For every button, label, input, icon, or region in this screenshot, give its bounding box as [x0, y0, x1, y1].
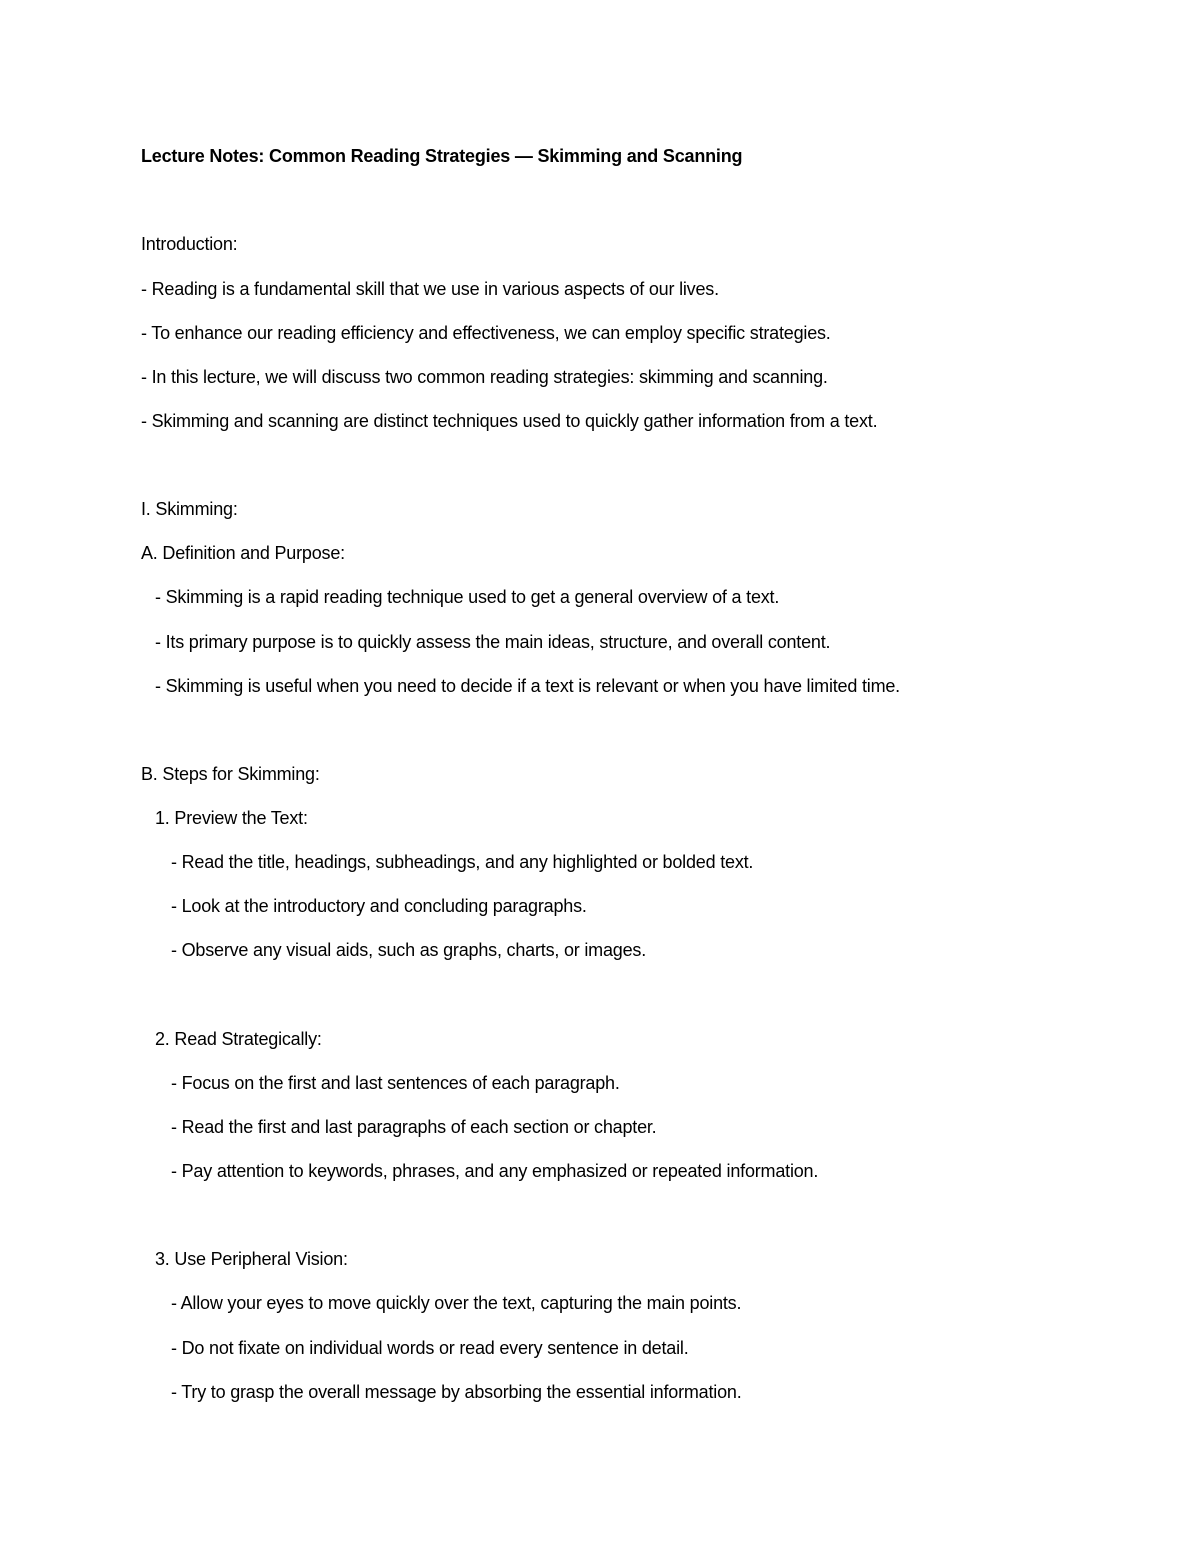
step-bullet: - Do not fixate on individual words or read every sentence in detail.	[171, 1338, 689, 1358]
document-title: Lecture Notes: Common Reading Strategies — Skimming and Scanning	[141, 146, 743, 166]
subsection-heading: B. Steps for Skimming:	[141, 764, 320, 784]
intro-heading: Introduction:	[141, 234, 238, 254]
definition-bullet: - Skimming is a rapid reading technique used to get a general overview of a text.	[155, 587, 780, 607]
definition-bullet: - Its primary purpose is to quickly assess the main ideas, structure, and overall content.	[155, 632, 831, 652]
step-heading: 2. Read Strategically:	[155, 1029, 322, 1049]
subsection-heading: A. Definition and Purpose:	[141, 543, 345, 563]
step-bullet: - Look at the introductory and concluding paragraphs.	[171, 896, 587, 916]
step-bullet: - Read the first and last paragraphs of each section or chapter.	[171, 1117, 657, 1137]
intro-bullet: - In this lecture, we will discuss two common reading strategies: skimming and scanning.	[141, 367, 828, 387]
intro-bullet: - Skimming and scanning are distinct techniques used to quickly gather information from a text.	[141, 411, 878, 431]
step-bullet: - Read the title, headings, subheadings, and any highlighted or bolded text.	[171, 852, 754, 872]
step-heading: 3. Use Peripheral Vision:	[155, 1249, 348, 1269]
intro-bullet: - Reading is a fundamental skill that we use in various aspects of our lives.	[141, 279, 719, 299]
intro-bullet: - To enhance our reading efficiency and effectiveness, we can employ specific strategies.	[141, 323, 831, 343]
step-bullet: - Try to grasp the overall message by absorbing the essential information.	[171, 1382, 742, 1402]
section-heading: I. Skimming:	[141, 499, 238, 519]
step-bullet: - Allow your eyes to move quickly over the text, capturing the main points.	[171, 1293, 742, 1313]
step-heading: 1. Preview the Text:	[155, 808, 308, 828]
step-bullet: - Observe any visual aids, such as graphs, charts, or images.	[171, 940, 647, 960]
definition-bullet: - Skimming is useful when you need to decide if a text is relevant or when you have limited time.	[155, 676, 900, 696]
step-bullet: - Pay attention to keywords, phrases, and any emphasized or repeated information.	[171, 1161, 819, 1181]
step-bullet: - Focus on the first and last sentences of each paragraph.	[171, 1073, 620, 1093]
